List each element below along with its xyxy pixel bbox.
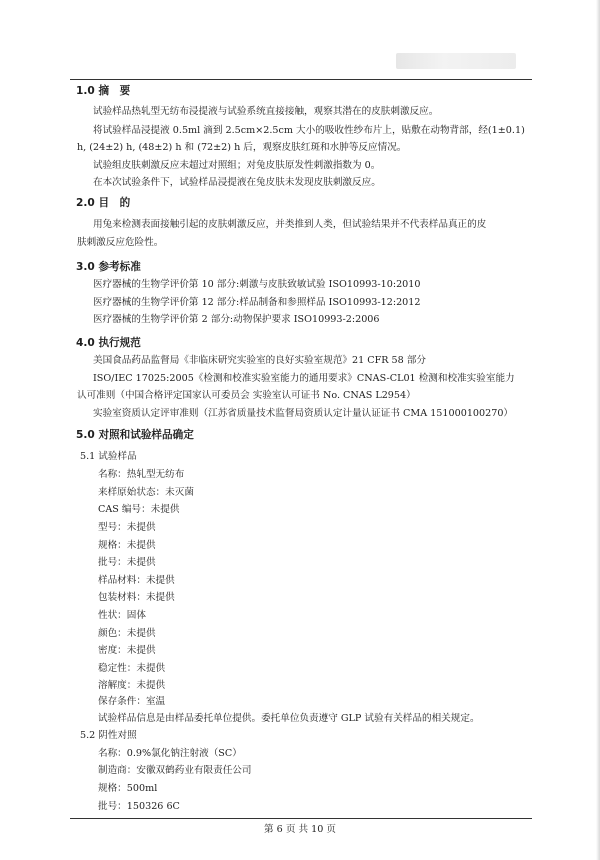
section-heading-regulations: 4.0 执行规范 [76, 337, 141, 349]
page-number: 第 6 页 共 10 页 [264, 824, 336, 835]
sample-attribute: 保存条件：室温 [98, 696, 166, 707]
sample-note: 试验样品信息是由样品委托单位提供。委托单位负责遵守 GLP 试验有关样品的相关规定。 [98, 713, 480, 724]
sample-attribute: 溶解度：未提供 [98, 680, 166, 691]
summary-line-2: 将试验样品浸提液 0.5ml 滴到 2.5cm×2.5cm 大小的吸收性纱布片上，贴敷在动物背部，经(1±0.1) [93, 125, 525, 136]
summary-line-5: 在本次试验条件下，试验样品浸提液在兔皮肤未发现皮肤刺激反应。 [93, 177, 381, 188]
negative-control-attribute: 名称：0.9%氯化钠注射液（SC） [98, 748, 242, 759]
sample-attribute: 包装材料：未提供 [98, 592, 175, 603]
sample-attribute: 稳定性：未提供 [98, 663, 166, 674]
reference-line-1: 医疗器械的生物学评价第 10 部分:刺激与皮肤致敏试验 ISO10993-10:2010 [93, 279, 421, 290]
header-rule [70, 79, 532, 80]
sample-attribute: 性状：固体 [98, 610, 146, 621]
reference-line-2: 医疗器械的生物学评价第 12 部分:样品制备和参照样品 ISO10993-12:2012 [93, 297, 421, 308]
subheading-negative-control: 5.2 阴性对照 [80, 730, 137, 741]
regulation-line-4: 实验室资质认定评审准则（江苏省质量技术监督局资质认定计量认证证书 CMA 151000100270） [93, 408, 514, 419]
section-heading-summary: 1.0 摘 要 [76, 85, 131, 97]
subheading-test-sample: 5.1 试验样品 [80, 451, 137, 462]
section-heading-references: 3.0 参考标准 [76, 261, 141, 273]
regulation-line-3: 认可准则（中国合格评定国家认可委员会 实验室认可证书 No. CNAS L2954） [77, 390, 416, 401]
negative-control-attribute: 批号：150326 6C [98, 801, 180, 812]
sample-attribute: 来样原始状态：未灭菌 [98, 487, 194, 498]
sample-attribute: 批号：未提供 [98, 557, 156, 568]
sample-attribute: 型号：未提供 [98, 522, 156, 533]
sample-attribute: CAS 编号：未提供 [98, 504, 180, 515]
scan-edge-shadow [596, 0, 600, 860]
sample-attribute: 规格：未提供 [98, 540, 156, 551]
negative-control-attribute: 规格：500ml [98, 783, 158, 794]
section-heading-samples: 5.0 对照和试验样品确定 [76, 429, 194, 441]
summary-line-1: 试验样品热轧型无纺布浸提液与试验系统直接接触，观察其潜在的皮肤刺激反应。 [93, 106, 439, 117]
sample-attribute: 名称：热轧型无纺布 [98, 469, 185, 480]
sample-attribute: 颜色：未提供 [98, 628, 156, 639]
negative-control-attribute: 制造商：安徽双鹤药业有限责任公司 [98, 765, 252, 776]
summary-line-3: h, (24±2) h, (48±2) h 和 (72±2) h 后，观察皮肤红斑和水肿等反应情况。 [77, 142, 407, 153]
purpose-line-2: 肤刺激反应危险性。 [77, 237, 164, 248]
section-heading-purpose: 2.0 目 的 [76, 197, 131, 209]
regulation-line-2: ISO/IEC 17025:2005《检测和校准实验室能力的通用要求》CNAS-CL01 检测和校准实验室能力 [93, 373, 515, 384]
summary-line-4: 试验组皮肤刺激反应未超过对照组；对兔皮肤原发性刺激指数为 0。 [93, 160, 381, 171]
footer-rule [70, 818, 532, 819]
purpose-line-1: 用兔来检测表面接触引起的皮肤刺激反应，并类推到人类，但试验结果并不代表样品真正的皮 [93, 219, 487, 230]
reference-line-3: 医疗器械的生物学评价第 2 部分:动物保护要求 ISO10993-2:2006 [93, 314, 380, 325]
sample-attribute: 样品材料：未提供 [98, 575, 175, 586]
sample-attribute: 密度：未提供 [98, 645, 156, 656]
regulation-line-1: 美国食品药品监督局《非临床研究实验室的良好实验室规范》21 CFR 58 部分 [93, 355, 427, 366]
redacted-header-block [396, 53, 516, 69]
